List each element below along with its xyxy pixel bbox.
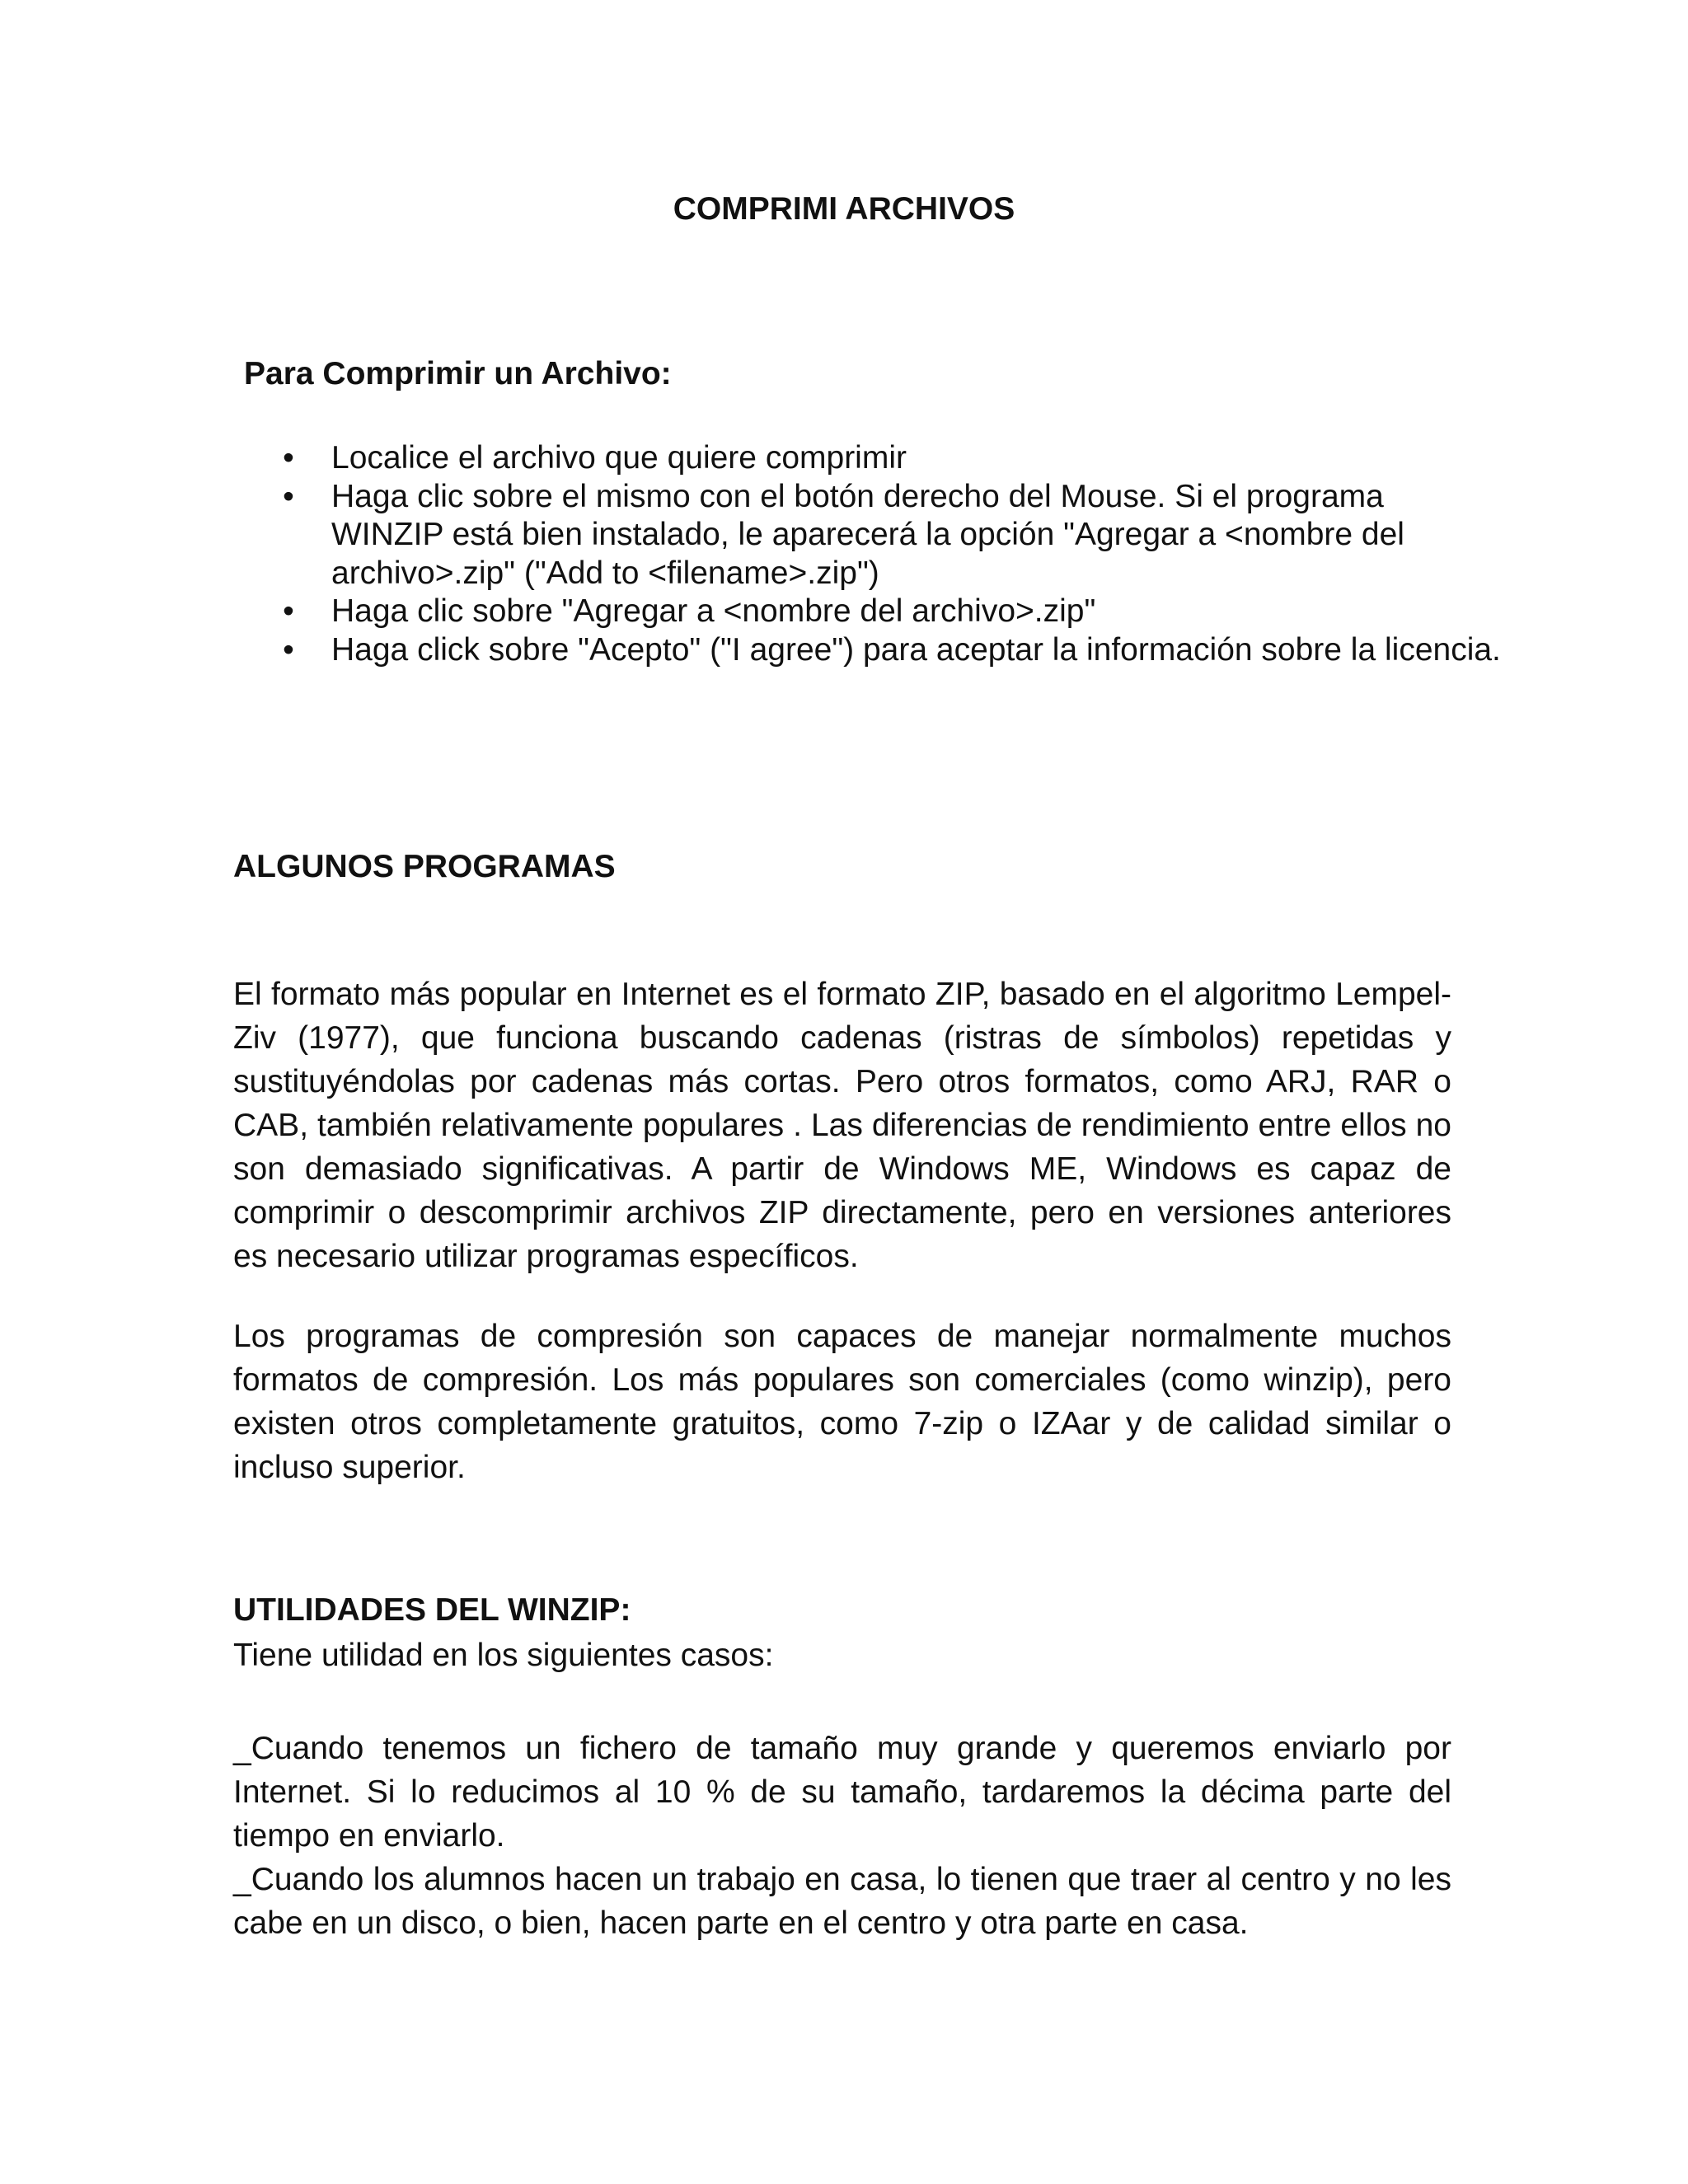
list-item-text: Localice el archivo que quiere comprimir [331, 440, 907, 476]
case-item: _Cuando los alumnos hacen un trabajo en casa, lo tienen que traer al centro y no les cabe en un disco, o bien, hacen parte en el centro y otra parte en casa. [233, 1862, 1451, 1941]
section-heading-utilidades: UTILIDADES DEL WINZIP: [233, 1592, 631, 1628]
steps-list [280, 439, 1502, 669]
document-title: COMPRIMI ARCHIVOS [673, 191, 1015, 227]
list-item-text: Haga click sobre "Acepto" ("I agree") para aceptar la información sobre la licencia. [331, 631, 1501, 668]
list-item [283, 439, 1502, 478]
paragraph-programas: Los programas de compresión son capaces de manejar normalmente muchos formatos de compresión. Los más populares son comerciales (como winzip), pero existen otros completamente gratuitos, como 7-zip o IZAar y de calidad similar o incluso superior. [233, 1319, 1451, 1485]
list-item [283, 593, 1502, 631]
bullet-icon: • [283, 478, 294, 514]
list-item-text: Haga clic sobre "Agregar a <nombre del archivo>.zip" [331, 593, 1096, 629]
section-heading-comprimir: Para Comprimir un Archivo: [244, 356, 672, 391]
paragraph-formatos: El formato más popular en Internet es el formato ZIP, basado en el algoritmo Lempel-Ziv (1977), que funciona buscando cadenas (ristras de símbolos) repetidas y sustituyéndolas por cadenas más cortas. Pero otros formatos, como ARJ, RAR o CAB, también relativamente populares . Las diferencias de rendimiento entre ellos no son demasiado significativas. A partir de Windows ME, Windows es capaz de comprimir o descomprimir archivos ZIP directamente, pero en versiones anteriores es necesario utilizar programas específicos. [233, 977, 1451, 1274]
bullet-icon: • [283, 631, 294, 668]
list-item-text: Haga clic sobre el mismo con el botón derecho del Mouse. Si el programa WINZIP está bien instalado, le aparecerá la opción "Agregar a <nombre del archivo>.zip" ("Add to <filename>.zip") [331, 478, 1404, 591]
bullet-icon: • [283, 440, 294, 476]
list-item [283, 478, 1502, 593]
bullet-icon: • [283, 593, 294, 629]
case-item: _Cuando tenemos un fichero de tamaño muy grande y queremos enviarlo por Internet. Si lo reducimos al 10 % de su tamaño, tardaremos la décima parte del tiempo en enviarlo. [233, 1731, 1451, 1854]
utilidades-intro: Tiene utilidad en los siguientes casos: [233, 1638, 774, 1673]
section-heading-algunos-programas: ALGUNOS PROGRAMAS [233, 849, 616, 884]
list-item [283, 631, 1502, 670]
